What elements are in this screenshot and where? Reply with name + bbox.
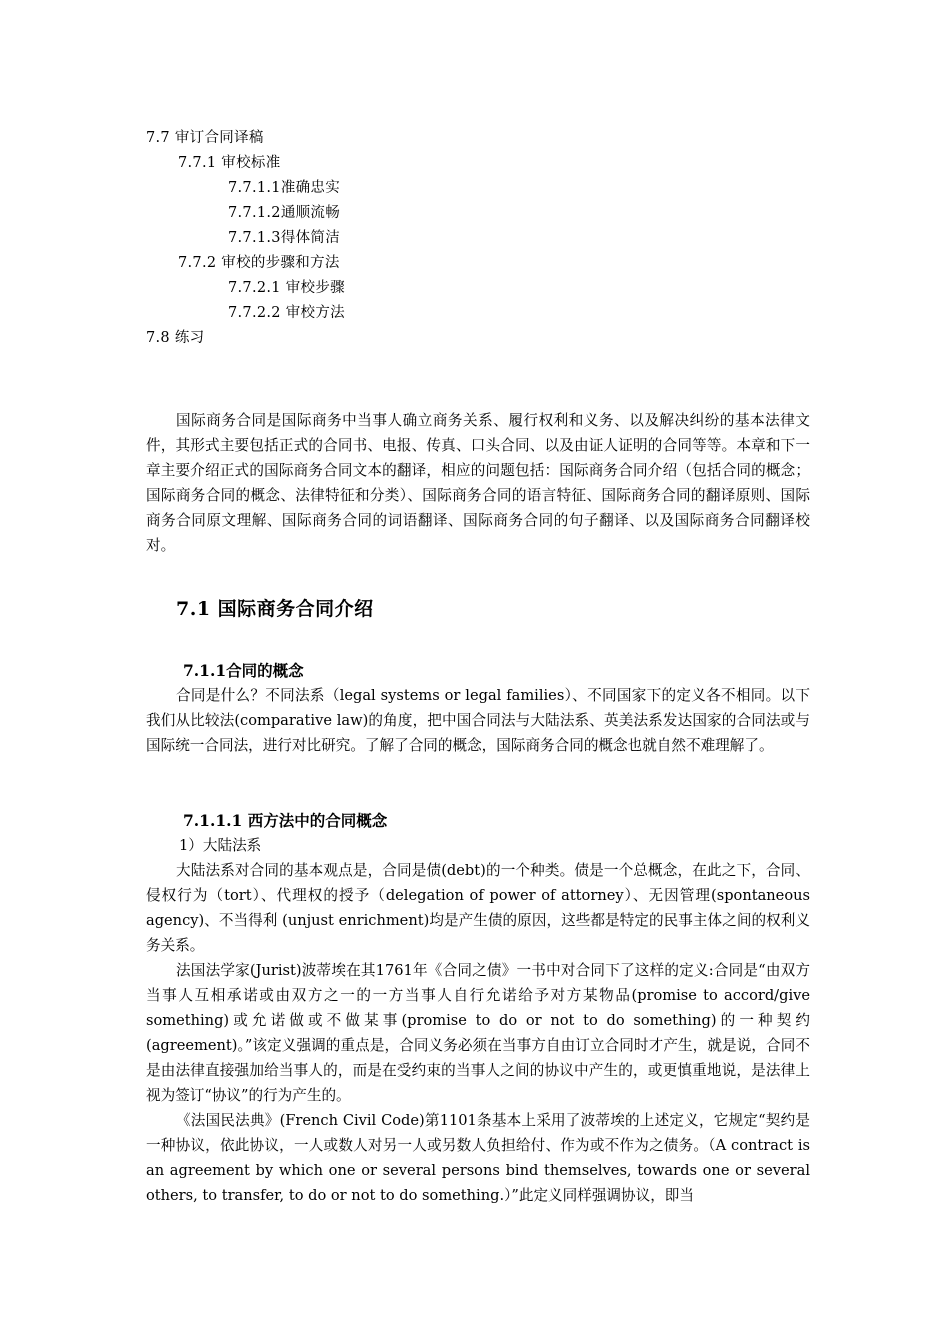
intro-block [146,408,810,558]
toc-item: 7.7.2 审校的步骤和方法 [178,255,340,271]
list-label: 1）大陆法系 [179,837,262,854]
subsection-concept [146,658,810,758]
intro-paragraph: 国际商务合同是国际商务中当事人确立商务关系、履行权利和义务、以及解决纠纷的基本法律文件，其形式主要包括正式的合同书、电报、传真、口头合同、以及由证人证明的合同等等。本章和下一章主要介绍正式的国际商务合同文本的翻译，相应的问题包括：国际商务合同介绍（包括合同的概念；国际商务合同的概念、法律特征和分类）、国际商务合同的语言特征、国际商务合同的翻译原则、国际商务合同原文理解、国际商务合同的词语翻译、国际商务合同的句子翻译、以及国际商务合同翻译校对。 [146,412,810,554]
toc-item: 7.7.1.1准确忠实 [228,180,341,196]
table-of-contents [146,126,345,351]
body-paragraph: 法国法学家(Jurist)波蒂埃在其1761年《合同之债》一书中对合同下了这样的定义:合同是“由双方当事人互相承诺或由双方之一的一方当事人自行允诺给予对方某物品(promise to accord/give something)或允诺做或不做某事(promise to do or not to do something)的一种契约(agreement)。”该定义强调的重点是，合同义务必须在当事方自由订立合同时才产生，就是说，合同不是由法律直接强加给当事人的，而是在受约束的当事人之间的协议中产生的，或更慎重地说，是法律上视为签订“协议”的行为产生的。 [146,962,810,1104]
toc-item: 7.7.2.1 审校步骤 [228,280,345,296]
body-paragraph: 大陆法系对合同的基本观点是，合同是债(debt)的一个种类。债是一个总概念，在此之下，合同、侵权行为（tort）、代理权的授予（delegation of power of attorney）、无因管理(spontaneous agency)、不当得利 (unjust enrichment)均是产生债的原因，这些都是特定的民事主体之间的权利义务关系。 [146,862,810,954]
subsection-heading: 7.1.1合同的概念 [183,661,304,680]
toc-item: 7.7.2.2 审校方法 [228,305,345,321]
body-paragraph: 《法国民法典》(French Civil Code)第1101条基本上采用了波蒂埃的上述定义，它规定“契约是一种协议，依此协议，一人或数人对另一人或另数人负担给付、作为或不作为之债务。（A contract is an agreement by which one or several persons bind themselves, towards one or several others, to transfer, to do or not to do something.）”此定义同样强调协议，即当 [146,1112,810,1204]
toc-item: 7.7 审订合同译稿 [146,130,264,146]
section-heading: 7.1 国际商务合同介绍 [176,598,374,620]
toc-item: 7.8 练习 [146,330,205,346]
toc-item: 7.7.1.3得体简洁 [228,230,341,246]
subsection-western-law [146,808,810,1208]
toc-item: 7.7.1.2通顺流畅 [228,205,341,221]
body-paragraph: 合同是什么？不同法系（legal systems or legal families）、不同国家下的定义各不相同。以下我们从比较法(comparative law)的角度，把中国合同法与大陆法系、英美法系发达国家的合同法或与国际统一合同法，进行对比研究。了解了合同的概念，国际商务合同的概念也就自然不难理解了。 [146,687,810,754]
subsection-heading: 7.1.1.1 西方法中的合同概念 [183,811,388,830]
toc-item: 7.7.1 审校标准 [178,155,281,171]
